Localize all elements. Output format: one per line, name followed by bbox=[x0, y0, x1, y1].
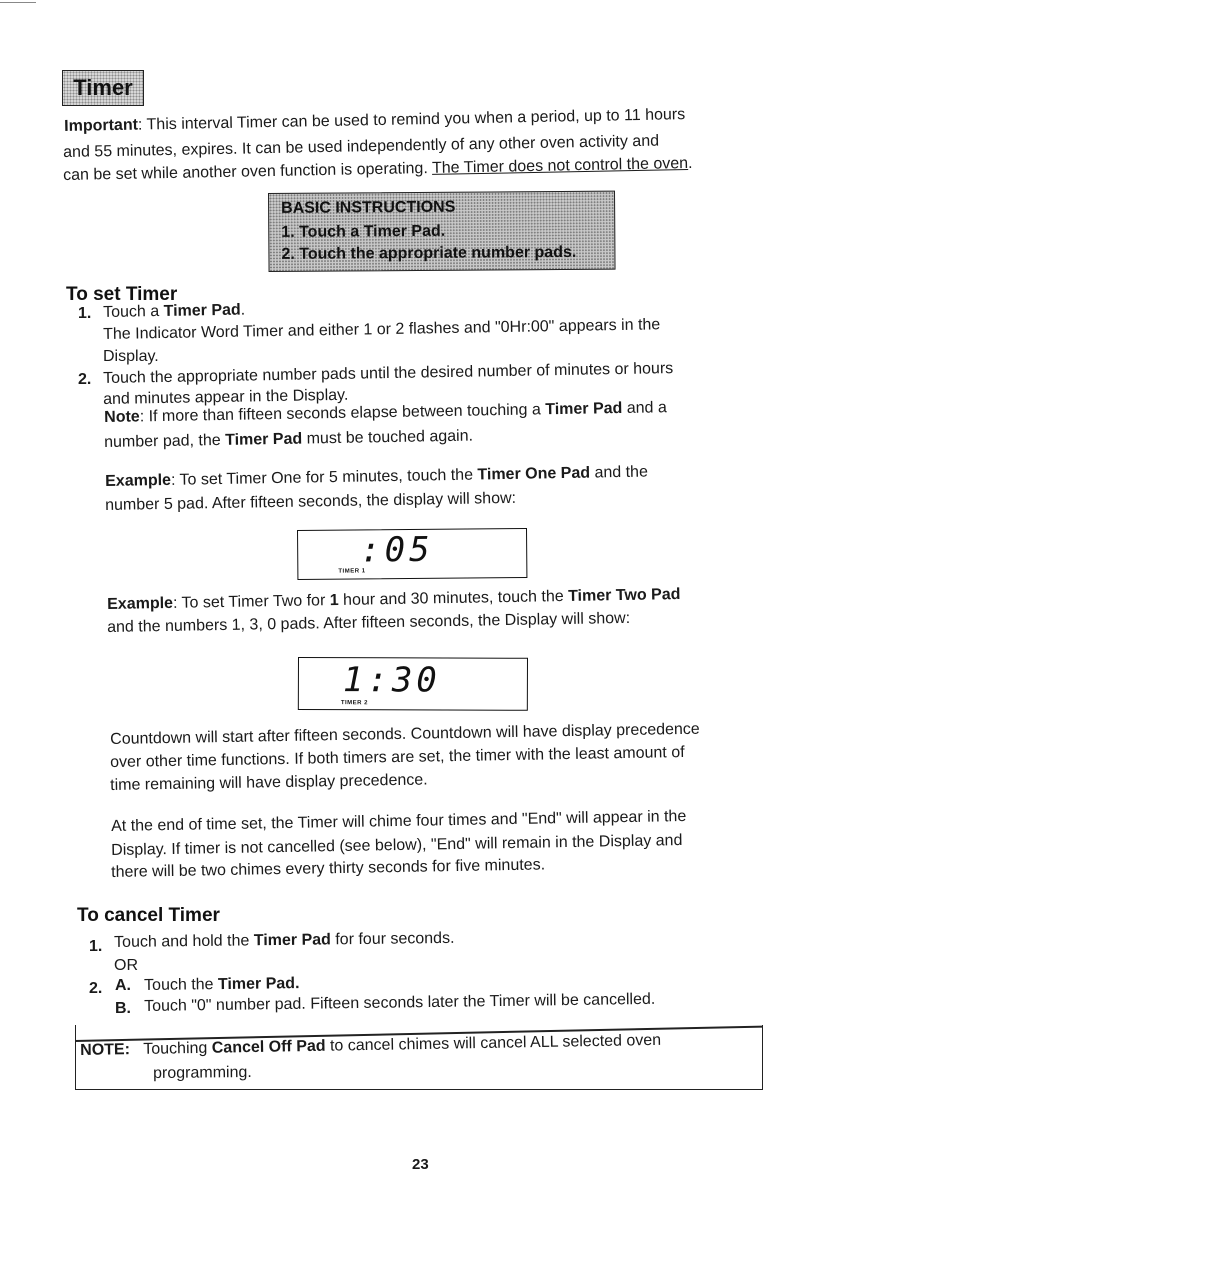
display-digits: 1:30 bbox=[342, 660, 441, 701]
set-step-1-detail-2: Display. bbox=[103, 348, 159, 365]
end-line-2: Display. If timer is not cancelled (see below), "End" will remain in the Display and bbox=[111, 832, 683, 859]
page-number: 23 bbox=[412, 1156, 429, 1173]
set-note-line-2: number pad, the Timer Pad must be touched again. bbox=[104, 427, 474, 451]
countdown-line-2: over other time functions. If both timers are set, the timer with the least amount of bbox=[110, 743, 685, 771]
scan-artifact bbox=[0, 2, 36, 3]
display-timer-indicator: TIMER 2 bbox=[340, 700, 369, 707]
basic-instructions-step-2: 2. Touch the appropriate number pads. bbox=[281, 243, 577, 263]
section-title: Timer bbox=[62, 70, 144, 106]
note-box-line-2: programming. bbox=[153, 1063, 252, 1082]
set-step-2-line-2: and minutes appear in the Display. bbox=[103, 386, 349, 408]
set-step-1-number: 1. bbox=[78, 305, 92, 322]
important-label: Important bbox=[64, 116, 139, 135]
display-digits: :05 bbox=[360, 529, 434, 571]
basic-instructions-box bbox=[268, 191, 616, 272]
intro-line-3: can be set while another oven function is operating. The Timer does not control the oven. bbox=[63, 154, 693, 184]
note-box-line-1: NOTE: Touching Cancel Off Pad to cancel chimes will cancel ALL selected oven bbox=[80, 1031, 662, 1059]
countdown-line-3: time remaining will have display precedence. bbox=[110, 771, 428, 794]
example-2-line-2: and the numbers 1, 3, 0 pads. After fifteen seconds, the Display will show: bbox=[107, 609, 631, 636]
set-timer-heading: To set Timer bbox=[66, 284, 178, 305]
end-line-1: At the end of time set, the Timer will chime four times and "End" will appear in the bbox=[111, 807, 687, 835]
set-step-2-line-1: Touch the appropriate number pads until the desired number of minutes or hours bbox=[103, 360, 674, 387]
timer-display-example-1 bbox=[297, 528, 527, 580]
timer-display-example-2 bbox=[298, 657, 528, 711]
cancel-timer-heading: To cancel Timer bbox=[77, 905, 220, 926]
cancel-step-2a-label: A. bbox=[115, 977, 131, 994]
display-timer-indicator: TIMER 1 bbox=[338, 568, 366, 575]
example-2-line-1: Example: To set Timer Two for 1 hour and 30 minutes, touch the Timer Two Pad bbox=[107, 585, 681, 613]
set-note-line-1: Note: If more than fifteen seconds elapse between touching a Timer Pad and a bbox=[104, 399, 667, 426]
basic-instructions-step-1: 1. Touch a Timer Pad. bbox=[281, 222, 446, 241]
example-1-line-1: Example: To set Timer One for 5 minutes, touch the Timer One Pad and the bbox=[105, 463, 649, 490]
cancel-step-2b: Touch "0" number pad. Fifteen seconds later the Timer will be cancelled. bbox=[144, 990, 656, 1015]
cancel-step-2-number: 2. bbox=[89, 980, 103, 997]
oven-control-warning: The Timer does not control the oven bbox=[431, 155, 689, 177]
cancel-step-2a: Touch the Timer Pad. bbox=[144, 975, 300, 994]
end-line-3: there will be two chimes every thirty seconds for five minutes. bbox=[111, 856, 546, 881]
example-1-line-2: number 5 pad. After fifteen seconds, the display will show: bbox=[105, 489, 517, 514]
intro-line-1: Important: This interval Timer can be used to remind you when a period, up to 11 hours bbox=[64, 106, 686, 135]
cancel-step-1: Touch and hold the Timer Pad for four seconds. bbox=[114, 929, 455, 951]
set-step-1: Touch a Timer Pad. bbox=[103, 301, 246, 321]
cancel-step-2b-label: B. bbox=[115, 1000, 131, 1017]
intro-line-2: and 55 minutes, expires. It can be used independently of any other oven activity and bbox=[63, 132, 660, 161]
set-step-2-number: 2. bbox=[78, 371, 92, 388]
countdown-line-1: Countdown will start after fifteen seconds. Countdown will have display precedence bbox=[110, 720, 700, 748]
basic-instructions-heading: BASIC INSTRUCTIONS bbox=[281, 198, 456, 217]
set-step-1-detail-1: The Indicator Word Timer and either 1 or 2 flashes and "0Hr:00" appears in the bbox=[103, 316, 661, 343]
note-label: NOTE: bbox=[80, 1041, 131, 1059]
cancel-or: OR bbox=[114, 957, 138, 974]
cancel-step-1-number: 1. bbox=[89, 938, 103, 955]
